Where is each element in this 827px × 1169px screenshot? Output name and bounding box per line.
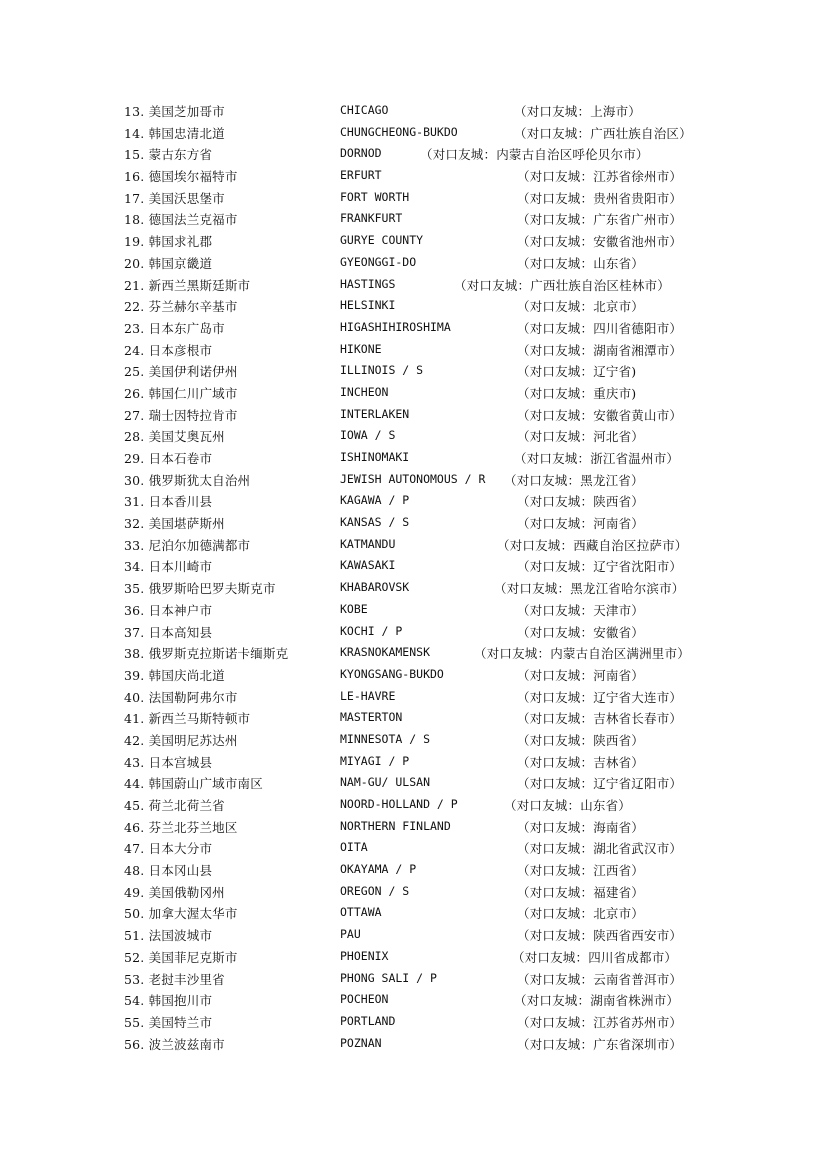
list-item <box>124 772 724 794</box>
city-english-name: OREGON / S <box>340 883 410 898</box>
list-item <box>124 143 724 165</box>
partner-city-note: （对口友城：广西壮族自治区桂林市） <box>454 277 670 293</box>
list-item <box>124 252 724 274</box>
partner-city-note: （对口友城：辽宁省辽阳市） <box>517 776 683 792</box>
city-chinese-name: 33. 尼泊尔加德满都市 <box>124 537 251 553</box>
city-english-name: GYEONGGI-DO <box>340 254 417 269</box>
list-item <box>124 360 724 382</box>
partner-city-note: （对口友城：湖南省湘潭市） <box>517 342 683 358</box>
city-english-name: ERFURT <box>340 168 382 183</box>
list-item <box>124 317 724 339</box>
city-english-name: OKAYAMA / P <box>340 862 417 877</box>
partner-city-note: （对口友城：广西壮族自治区） <box>514 125 692 141</box>
city-english-name: JEWISH AUTONOMOUS / R <box>340 471 486 486</box>
city-chinese-name: 49. 美国俄勒冈州 <box>124 884 225 900</box>
list-item <box>124 1033 724 1055</box>
city-chinese-name: 18. 德国法兰克福市 <box>124 212 238 228</box>
partner-city-note: （对口友城：湖南省株洲市） <box>514 993 680 1009</box>
list-item <box>124 577 724 599</box>
city-chinese-name: 45. 荷兰北荷兰省 <box>124 798 225 813</box>
city-chinese-name: 56. 波兰波兹南市 <box>124 1036 225 1052</box>
partner-city-note: （对口友城：天津市） <box>517 602 645 618</box>
partner-city-note: （对口友城：内蒙古自治区呼伦贝尔市） <box>420 147 649 163</box>
partner-city-note: （对口友城：河南省） <box>517 667 645 683</box>
city-english-name: KYONGSANG-BUKDO <box>340 666 444 681</box>
partner-city-note: （对口友城：安徽省池州市） <box>517 234 683 250</box>
city-chinese-name: 39. 韩国庆尚北道 <box>124 667 225 683</box>
city-english-name: NOORD-HOLLAND / P <box>340 797 458 811</box>
city-english-name: HELSINKI <box>340 298 396 313</box>
city-english-name: IOWA / S <box>340 428 396 443</box>
city-chinese-name: 36. 日本神户市 <box>124 602 213 618</box>
city-chinese-name: 19. 韩国求礼郡 <box>124 234 213 250</box>
partner-city-note: （对口友城：西藏自治区拉萨市） <box>497 537 688 553</box>
city-english-name: CHICAGO <box>340 103 389 117</box>
city-chinese-name: 52. 美国菲尼克斯市 <box>124 949 238 965</box>
city-english-name: POCHEON <box>340 992 389 1007</box>
sister-city-list <box>124 100 724 1054</box>
partner-city-note: （对口友城：上海市） <box>514 104 642 119</box>
list-item <box>124 555 724 577</box>
city-english-name: OTTAWA <box>340 905 382 920</box>
city-english-name: ILLINOIS / S <box>340 363 424 378</box>
partner-city-note: （对口友城：河北省） <box>517 429 645 445</box>
list-item <box>124 425 724 447</box>
city-english-name: PORTLAND <box>340 1013 396 1028</box>
list-item <box>124 664 724 686</box>
list-item <box>124 447 724 469</box>
list-item <box>124 902 724 924</box>
partner-city-note: （对口友城：陕西省） <box>517 732 645 748</box>
list-item <box>124 816 724 838</box>
partner-city-note: （对口友城：山东省） <box>517 255 645 271</box>
city-chinese-name: 14. 韩国忠清北道 <box>124 125 225 141</box>
city-english-name: OITA <box>340 840 368 855</box>
city-chinese-name: 46. 芬兰北芬兰地区 <box>124 819 238 835</box>
city-english-name: MINNESOTA / S <box>340 731 431 746</box>
city-english-name: ISHINOMAKI <box>340 450 410 464</box>
partner-city-note: （对口友城：湖北省武汉市） <box>517 841 683 857</box>
partner-city-note: （对口友城：福建省） <box>517 884 645 900</box>
partner-city-note: （对口友城：安徽省） <box>517 624 645 640</box>
list-item <box>124 339 724 361</box>
city-chinese-name: 13. 美国芝加哥市 <box>124 104 225 119</box>
partner-city-note: （对口友城：山东省） <box>504 798 632 813</box>
city-english-name: HIKONE <box>340 341 382 356</box>
list-item <box>124 881 724 903</box>
partner-city-note: （对口友城：重庆市) <box>517 385 637 401</box>
city-chinese-name: 48. 日本冈山县 <box>124 863 213 879</box>
city-english-name: DORNOD <box>340 146 382 161</box>
city-chinese-name: 50. 加拿大渥太华市 <box>124 906 238 922</box>
partner-city-note: （对口友城：内蒙古自治区满洲里市） <box>474 646 690 662</box>
list-item <box>124 122 724 144</box>
list-item <box>124 208 724 230</box>
city-english-name: FRANKFURT <box>340 211 403 226</box>
partner-city-note: （对口友城：吉林省） <box>517 754 645 770</box>
list-item <box>124 490 724 512</box>
city-chinese-name: 28. 美国艾奥瓦州 <box>124 429 225 445</box>
city-chinese-name: 43. 日本宫城县 <box>124 754 213 770</box>
list-item <box>124 512 724 534</box>
list-item <box>124 794 724 816</box>
city-english-name: KAWASAKI <box>340 558 396 573</box>
city-chinese-name: 51. 法国波城市 <box>124 928 213 944</box>
city-chinese-name: 34. 日本川崎市 <box>124 559 213 575</box>
partner-city-note: （对口友城：河南省） <box>517 516 645 532</box>
city-chinese-name: 23. 日本东广岛市 <box>124 320 225 336</box>
list-item <box>124 165 724 187</box>
city-english-name: HASTINGS <box>340 276 396 291</box>
city-chinese-name: 37. 日本高知县 <box>124 624 213 640</box>
list-item <box>124 599 724 621</box>
partner-city-note: （对口友城：云南省普洱市） <box>517 971 683 987</box>
list-item <box>124 382 724 404</box>
city-english-name: FORT WORTH <box>340 189 410 204</box>
city-chinese-name: 16. 德国埃尔福特市 <box>124 169 238 185</box>
list-item <box>124 837 724 859</box>
list-item <box>124 295 724 317</box>
city-english-name: GURYE COUNTY <box>340 233 424 248</box>
city-english-name: MIYAGI / P <box>340 753 410 768</box>
city-english-name: INCHEON <box>340 384 389 399</box>
partner-city-note: （对口友城：黑龙江省） <box>504 472 644 488</box>
partner-city-note: （对口友城：陕西省西安市） <box>517 928 683 944</box>
partner-city-note: （对口友城：北京市） <box>517 906 645 922</box>
city-english-name: KRASNOKAMENSK <box>340 645 431 660</box>
city-chinese-name: 31. 日本香川县 <box>124 494 213 510</box>
list-item <box>124 968 724 990</box>
city-english-name: LE-HAVRE <box>340 688 396 703</box>
city-english-name: KOBE <box>340 601 368 616</box>
partner-city-note: （对口友城：海南省） <box>517 819 645 835</box>
list-item <box>124 621 724 643</box>
partner-city-note: （对口友城：辽宁省大连市） <box>517 689 683 705</box>
list-item <box>124 1011 724 1033</box>
partner-city-note: （对口友城：北京市） <box>517 299 645 315</box>
partner-city-note: （对口友城：四川省德阳市） <box>517 320 683 336</box>
city-chinese-name: 47. 日本大分市 <box>124 841 213 857</box>
city-english-name: KANSAS / S <box>340 515 410 530</box>
city-chinese-name: 35. 俄罗斯哈巴罗夫斯克市 <box>124 581 276 597</box>
partner-city-note: （对口友城：浙江省温州市） <box>514 451 680 466</box>
list-item <box>124 642 724 664</box>
partner-city-note: （对口友城：江苏省苏州市） <box>517 1014 683 1030</box>
city-chinese-name: 15. 蒙古东方省 <box>124 147 213 163</box>
city-english-name: NAM-GU/ ULSAN <box>340 775 431 790</box>
list-item <box>124 707 724 729</box>
city-english-name: POZNAN <box>340 1035 382 1050</box>
city-chinese-name: 32. 美国堪萨斯州 <box>124 516 225 532</box>
partner-city-note: （对口友城：广东省深圳市） <box>517 1036 683 1052</box>
city-english-name: KHABAROVSK <box>340 580 410 595</box>
list-item <box>124 534 724 556</box>
city-english-name: PAU <box>340 927 361 942</box>
city-chinese-name: 53. 老挝丰沙里省 <box>124 971 225 987</box>
city-english-name: PHOENIX <box>340 948 389 963</box>
list-item <box>124 989 724 1011</box>
list-item <box>124 729 724 751</box>
city-chinese-name: 40. 法国勒阿弗尔市 <box>124 689 238 705</box>
partner-city-note: （对口友城：陕西省） <box>517 494 645 510</box>
city-chinese-name: 29. 日本石卷市 <box>124 451 213 466</box>
list-item <box>124 751 724 773</box>
partner-city-note: （对口友城：吉林省长春市） <box>517 711 683 727</box>
city-chinese-name: 25. 美国伊利诺伊州 <box>124 364 238 380</box>
city-chinese-name: 41. 新西兰马斯特顿市 <box>124 711 251 727</box>
partner-city-note: （对口友城：贵州省贵阳市） <box>517 190 683 206</box>
partner-city-note: （对口友城：四川省成都市） <box>512 949 678 965</box>
list-item <box>124 187 724 209</box>
city-english-name: KOCHI / P <box>340 623 403 638</box>
city-english-name: KATMANDU <box>340 536 396 551</box>
city-english-name: HIGASHIHIROSHIMA <box>340 319 451 334</box>
city-chinese-name: 30. 俄罗斯犹太自治州 <box>124 472 251 488</box>
city-english-name: CHUNGCHEONG-BUKDO <box>340 124 458 139</box>
list-item <box>124 230 724 252</box>
city-english-name: PHONG SALI / P <box>340 970 437 985</box>
city-chinese-name: 26. 韩国仁川广域市 <box>124 385 238 401</box>
list-item <box>124 100 724 122</box>
city-chinese-name: 17. 美国沃思堡市 <box>124 190 225 206</box>
list-item <box>124 469 724 491</box>
city-chinese-name: 55. 美国特兰市 <box>124 1014 213 1030</box>
list-item <box>124 946 724 968</box>
city-chinese-name: 21. 新西兰黑斯廷斯市 <box>124 277 251 293</box>
city-chinese-name: 38. 俄罗斯克拉斯诺卡缅斯克 <box>124 646 289 662</box>
city-chinese-name: 54. 韩国抱川市 <box>124 993 213 1009</box>
list-item <box>124 859 724 881</box>
list-item <box>124 274 724 296</box>
city-chinese-name: 24. 日本彦根市 <box>124 342 213 358</box>
partner-city-note: （对口友城：辽宁省) <box>517 364 637 380</box>
partner-city-note: （对口友城：广东省广州市） <box>517 212 683 228</box>
city-english-name: INTERLAKEN <box>340 406 410 421</box>
city-chinese-name: 22. 芬兰赫尔辛基市 <box>124 299 238 315</box>
city-chinese-name: 27. 瑞士因特拉肯市 <box>124 407 238 423</box>
city-english-name: KAGAWA / P <box>340 493 410 508</box>
partner-city-note: （对口友城：江苏省徐州市） <box>517 169 683 185</box>
list-item <box>124 924 724 946</box>
city-chinese-name: 44. 韩国蔚山广域市南区 <box>124 776 263 792</box>
city-english-name: MASTERTON <box>340 710 403 725</box>
list-item <box>124 686 724 708</box>
partner-city-note: （对口友城：黑龙江省哈尔滨市） <box>494 581 685 597</box>
city-chinese-name: 20. 韩国京畿道 <box>124 255 213 271</box>
city-chinese-name: 42. 美国明尼苏达州 <box>124 732 238 748</box>
list-item <box>124 404 724 426</box>
partner-city-note: （对口友城：江西省） <box>517 863 645 879</box>
city-english-name: NORTHERN FINLAND <box>340 818 451 833</box>
partner-city-note: （对口友城：辽宁省沈阳市） <box>517 559 683 575</box>
partner-city-note: （对口友城：安徽省黄山市） <box>517 407 683 423</box>
